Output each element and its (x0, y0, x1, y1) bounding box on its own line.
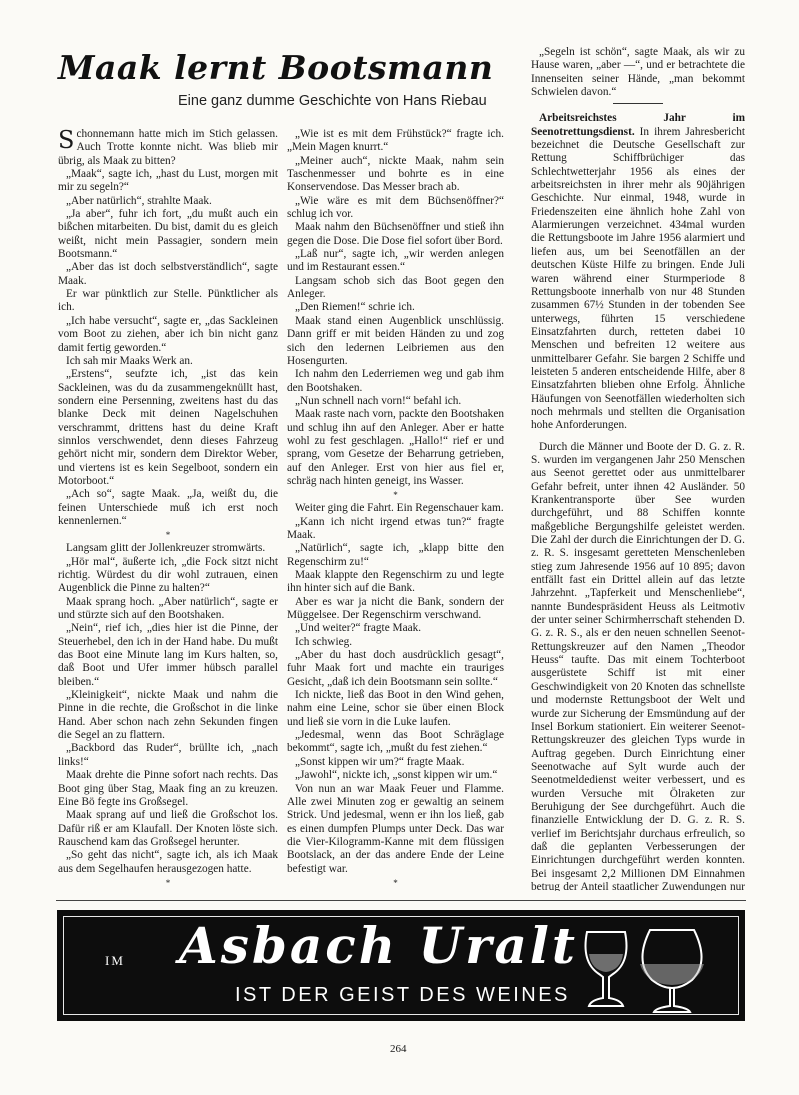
paragraph-text: „Den Riemen!“ schrie ich. (295, 301, 415, 314)
article-paragraph (287, 516, 504, 543)
article-paragraph (58, 809, 278, 849)
paragraph-text: „Wie ist es mit dem Frühstück?“ fragte ich. „Mein Magen knurrt.“ (287, 128, 504, 154)
paragraph-text: „Jawohl“, nickte ich, „sonst kippen wir um.“ (295, 769, 498, 782)
section-separator: * (165, 877, 171, 885)
paragraph-text: Langsam glitt der Jollenkreuzer stromwärts. (66, 542, 266, 555)
drop-cap: S (58, 128, 75, 154)
paragraph-text: „Kleinigkeit“, nickte Maak und nahm die Pinne in die rechte, die Großschot in die linke Hand. Aber schon nach zehn Sekunden fingen die Segel an zu flattern. (58, 689, 278, 742)
paragraph-text: „Ach so“, sagte Maak. „Ja, weißt du, die feinen Unterschiede muß ich erst noch kennenlernen.“ (58, 488, 278, 527)
article-paragraph (287, 769, 504, 782)
article-paragraph (58, 488, 278, 528)
paragraph-text: „Backbord das Ruder“, brüllte ich, „nach links!“ (58, 742, 278, 768)
page-divider (56, 900, 746, 901)
sidebar-paragraph-2: Durch die Männer und Boote der D. G. z. R. S. wurden im vergangenen Jahr 250 Menschen aus Seenot gerettet oder aus unmittelbarer Gefahr befreit, unter ihnen 42 Ausländer. 50 Krankentransporte über See wurden durchgeführt, und 88 Schiffen konnte maßgebliche Bergungshilfe geleistet werden. Die Zahl der durch die Einrichtungen der D. G. z. R. S. insgesamt geretteten Menschenleben stieg zum Jahresende 1956 auf 10 895; davon entfällt fast ein Drittel allein auf das letzte Jahrzehnt. „Tapferkeit und Menschenliebe“, nannte Bundespräsident Heuss als Leitmotiv der unter seiner Schirmherrschaft stehenden D. G. z. R. S., als er den neuen schnellen Seenot-Rettungskreuzer auf den Namen „Theodor Heuss“ taufte. Das mit einem Tochterboot ausgerüstete Schiff ist mit einer Geschwindigkeit von 20 Knoten das schnellste und modernste Rettungsboot der Welt und wurde zur Sicherung der Emsmündung auf der Insel Borkum stationiert. Ein weiterer Seenot-Rettungskreuzer des gleichen Typs wurde in Auftrag gegeben. Durch Einrichtung einer Seenotwache auf Sylt wurde auch der Seenotmeldedienst weiter verbessert, und es wurden Versuche mit Ölraketen zur Beruhigung der See durchgeführt. Auch die finanzielle Entwicklung der D. G. z. R. S. verlief im Berichtsjahr durchaus erfreulich, so daß die geplanten Verbesserungen der Einrichtungen durchgeführt werden konnten. Bei insgesamt 2,2 Millionen DM Einnahmen betrug der Anteil staatlicher Zuwendungen nur (531, 440, 745, 891)
section-divider (613, 103, 663, 104)
article-paragraph (287, 408, 504, 488)
paragraph-text: „Ja aber“, fuhr ich fort, „du mußt auch ein bißchen mitarbeiten. Du bist, damit du es gleich weißt, nicht mein Passagier, sondern mein Bootsmann.“ (58, 208, 278, 261)
article-paragraph (58, 261, 278, 288)
paragraph-text: „Jedesmal, wenn das Boot Schräglage bekommt“, sagte ich, „mußt du fest ziehen.“ (287, 729, 504, 755)
ad-tagline: IST DER GEIST DES WEINES (235, 984, 570, 1006)
paragraph-text: Maak drehte die Pinne sofort nach rechts. Das Boot ging über Stag, Maak fing an zu kreuzen. Eine Bö fegte ins Großsegel. (58, 769, 278, 808)
paragraph-text: Langsam schob sich das Boot gegen den Anleger. (287, 274, 504, 301)
paragraph-text: Ich nickte, ließ das Boot in den Wind gehen, nahm eine Leine, schor sie über einen Block und ließ sie vorn in die Luke laufen. (287, 689, 504, 728)
sidebar-article (531, 112, 745, 432)
paragraph-text: „Meiner auch“, nickte Maak, nahm sein Taschenmesser und bohrte es in eine Konservendose. Das Messer brach ab. (287, 154, 504, 194)
paragraph-text: „Und weiter?“ fragte Maak. (295, 622, 422, 635)
paragraph-text: „Natürlich“, sagte ich, „klapp bitte den Regenschirm zu!“ (287, 542, 504, 568)
article-paragraph (287, 368, 504, 395)
article-paragraph (287, 221, 504, 248)
article-paragraph (287, 502, 504, 515)
paragraph-text: „Kann ich nicht irgend etwas tun?“ fragte Maak. (287, 515, 504, 541)
paragraph-text: Maak sprang auf und ließ die Großschot los. Dafür riß er am Klaufall. Der Knoten löste sich. Rauschend kam das Großsegel herunter. (58, 809, 278, 848)
article-paragraph (58, 849, 278, 876)
paragraph-text: „Wie wäre es mit dem Büchsenöffner?“ schlug ich vor. (287, 194, 504, 221)
paragraph-text: „Ich habe versucht“, sagte er, „das Sackleinen vom Boot zu ziehen, aber ich bin nicht ganz damit fertig geworden.“ (58, 314, 278, 354)
brandy-glass-icon (577, 922, 637, 1012)
article-paragraph (287, 596, 504, 623)
article-paragraph (58, 168, 278, 195)
page-number: 264 (390, 1043, 407, 1055)
advertisement (57, 910, 745, 1021)
article-paragraph (287, 395, 504, 408)
article-paragraph (287, 636, 504, 649)
article-paragraph (58, 689, 278, 742)
paragraph-text: „Segeln ist schön“, sagte Maak, als wir zu Hause waren, „aber —“, und er betrachtete die Innenseiten seiner Hände, „man bekommt Schwielen davon.“ (531, 46, 745, 99)
paragraph-text: Weiter ging die Fahrt. Ein Regenschauer kam. (295, 502, 504, 515)
paragraph-text: Maak nahm den Büchsenöffner und stieß ihn gegen die Dose. Die Dose fiel sofort über Bord. (287, 221, 504, 247)
article-paragraph (58, 622, 278, 689)
article-paragraph (287, 315, 504, 368)
article-paragraph (287, 155, 504, 195)
paragraph-text: „So geht das nicht“, sagte ich, als ich Maak aus dem Segelhaufen herausgezogen hatte. (58, 849, 278, 875)
paragraph-text: „Maak“, sagte ich, „hast du Lust, morgen mit mir zu segeln?“ (58, 168, 278, 194)
article-column-1 (58, 128, 278, 885)
article-paragraph (58, 195, 278, 208)
article-paragraph (58, 355, 278, 368)
paragraph-text: Maak raste nach vorn, packte den Bootshaken und schlug ihn auf den Anleger. Aber er hatte wohl zu fest geschlagen. „Hallo!“ rief er und sprang, vom Gesetze der Beharrung getrieben, auf den Anleger. Erst von hier aus fiel er, schräg nach hinten geneigt, ins Wasser. (287, 408, 504, 487)
article-column-2 (287, 128, 504, 885)
article-paragraph (531, 46, 745, 99)
paragraph-text: Maak klappte den Regenschirm zu und legte ihn hinter sich auf die Bank. (287, 569, 504, 595)
article-paragraph (58, 208, 278, 261)
article-paragraph (58, 742, 278, 769)
paragraph-text: „Aber natürlich“, strahlte Maak. (66, 194, 212, 207)
article-paragraph (287, 756, 504, 769)
paragraph-text: chonnemann hatte mich im Stich gelassen. Auch Trotte konnte nicht. Was blieb mir übrig, als Maak zu bitten? (58, 128, 278, 167)
paragraph-text: „Hör mal“, äußerte ich, „die Fock sitzt nicht richtig. Würdest du dir wohl zutrauen, einen Augenblick die Pinne zu halten?“ (58, 555, 278, 595)
article-paragraph (287, 248, 504, 275)
article-subtitle: Eine ganz dumme Geschichte von Hans Riebau (178, 93, 487, 109)
paragraph-text: Aber es war ja nicht die Bank, sondern der Müggelsee. Der Regenschirm verschwand. (287, 595, 504, 622)
article-column-3 (531, 46, 745, 891)
article-paragraph (287, 128, 504, 155)
article-paragraph (58, 315, 278, 355)
article-paragraph (287, 729, 504, 756)
article-paragraph (287, 649, 504, 689)
article-paragraph (287, 301, 504, 314)
paragraph-text: „Sonst kippen wir um?“ fragte Maak. (295, 755, 465, 768)
article-paragraph (58, 769, 278, 809)
paragraph-text: Von nun an war Maak Feuer und Flamme. Alle zwei Minuten zog er gewaltig an seinem Strick. Und jedesmal, wenn er ihn los ließ, gab es einen dumpfen Plumps unter Deck. Das war die Vier-Kilogramm-Kanne mit dem flüssigen Bootslack, an der das andere Ende der Leine befestigt war. (287, 782, 504, 875)
ad-prefix: IM (105, 953, 125, 968)
article-ending (531, 46, 745, 99)
paragraph-text: Maak stand einen Augenblick unschlüssig. Dann griff er mit beiden Händen zu und zog sich den ledernen Leibriemen aus den Hosengurten. (287, 314, 504, 367)
article-paragraph (58, 542, 278, 555)
brandy-snifter-icon (632, 922, 712, 1017)
paragraph-text: Ich nahm den Lederriemen weg und gab ihm den Bootshaken. (287, 368, 504, 394)
ad-brand-logo: Asbach Uralt (179, 916, 578, 975)
article-paragraph (287, 622, 504, 635)
section-separator: * (165, 530, 171, 541)
article-paragraph (58, 556, 278, 596)
paragraph-text: Er war pünktlich zur Stelle. Pünktlicher als ich. (58, 288, 278, 314)
article-paragraph (58, 596, 278, 623)
article-paragraph (287, 275, 504, 302)
paragraph-text: „Aber das ist doch selbstverständlich“, sagte Maak. (58, 261, 278, 287)
paragraph-text: Maak sprang hoch. „Aber natürlich“, sagte er und stürzte sich auf den Bootshaken. (58, 595, 278, 622)
paragraph-text: „Nun schnell nach vorn!“ befahl ich. (295, 394, 462, 407)
article-title: Maak lernt Bootsmann (58, 48, 494, 87)
section-separator: * (393, 877, 398, 885)
paragraph-text: „Aber du hast doch ausdrücklich gesagt“, fuhr Maak fort und machte ein trauriges Gesicht, „daß ich dein Bootsmann sein sollte.“ (287, 649, 504, 688)
article-paragraph (58, 128, 278, 168)
paragraph-text: Ich schwieg. (295, 635, 353, 648)
article-paragraph (58, 288, 278, 315)
article-paragraph (287, 569, 504, 596)
paragraph-text: „Erstens“, seufzte ich, „ist das kein Sackleinen, was du da zusammengeknüllt hast, sondern eine Persenning, zweitens hast du das blanke Deck mit deinen Nagelschuhen verschrammt, drittens hast du deine Kraft sinnlos verschwendet, denn dieses Fahrzeug gehört nicht mir, sondern dem Direktor Weber, und viertens ist es kein Segelboot, sondern ein Motorboot.“ (58, 368, 278, 487)
article-paragraph (58, 368, 278, 488)
article-paragraph (287, 195, 504, 222)
paragraph-text: „Nein“, rief ich, „dies hier ist die Pinne, der Steuerhebel, den ich in der Hand habe. Du mußt das Boot eine Minute lang im Kurs halten, so, daß Boot und Ufer immer hübsch parallel bleiben.“ (58, 622, 278, 688)
article-paragraph (287, 783, 504, 876)
paragraph-text: Ich sah mir Maaks Werk an. (66, 354, 193, 367)
article-paragraph (287, 689, 504, 729)
section-separator: * (393, 490, 398, 501)
sidebar-heading: Arbeitsreichstes Jahr im Seenotrettungsdienst. (531, 112, 745, 138)
article-paragraph (287, 542, 504, 569)
sidebar-paragraph-1: In ihrem Jahresbericht bezeichnet die Deutsche Gesellschaft zur Rettung Schiffbrüchiger das Schlechtwetterjahr 1956 als eines der arbeitsreichsten in ihrer mehr als 90jährigen Geschichte. Nur einmal, 1948, wurde in Friedenszeiten eine ähnlich hohe Zahl von Alarmierungen verzeichnet. 434mal wurden die Rettungsboote im Jahre 1956 alarmiert und liefen aus, um bei Seenotfällen an der deutschen Küste Hilfe zu bringen. Ende Juli waren während einer Sturmperiode 8 Rettungsboote innerhalb von nur 48 Stunden zusammen 67½ Stunden in der tobenden See unterwegs, führten 15 verschiedene Einsatzfahrten durch, retteten dabei 10 Menschen und befreiten 12 weitere aus unmittelbarer Gefahr. Sie bargen 2 Schiffe und leisteten 5 anderen entscheidende Hilfe, aber 8 Einsatzfahrten blieben ohne Erfolg. Ähnliche Häufungen von Seenotfällen wiederholten sich noch mehrmals und stellten die Organisation hohe Anforderungen. (531, 125, 745, 432)
paragraph-text: „Laß nur“, sagte ich, „wir werden anlegen und im Restaurant essen.“ (287, 248, 504, 274)
